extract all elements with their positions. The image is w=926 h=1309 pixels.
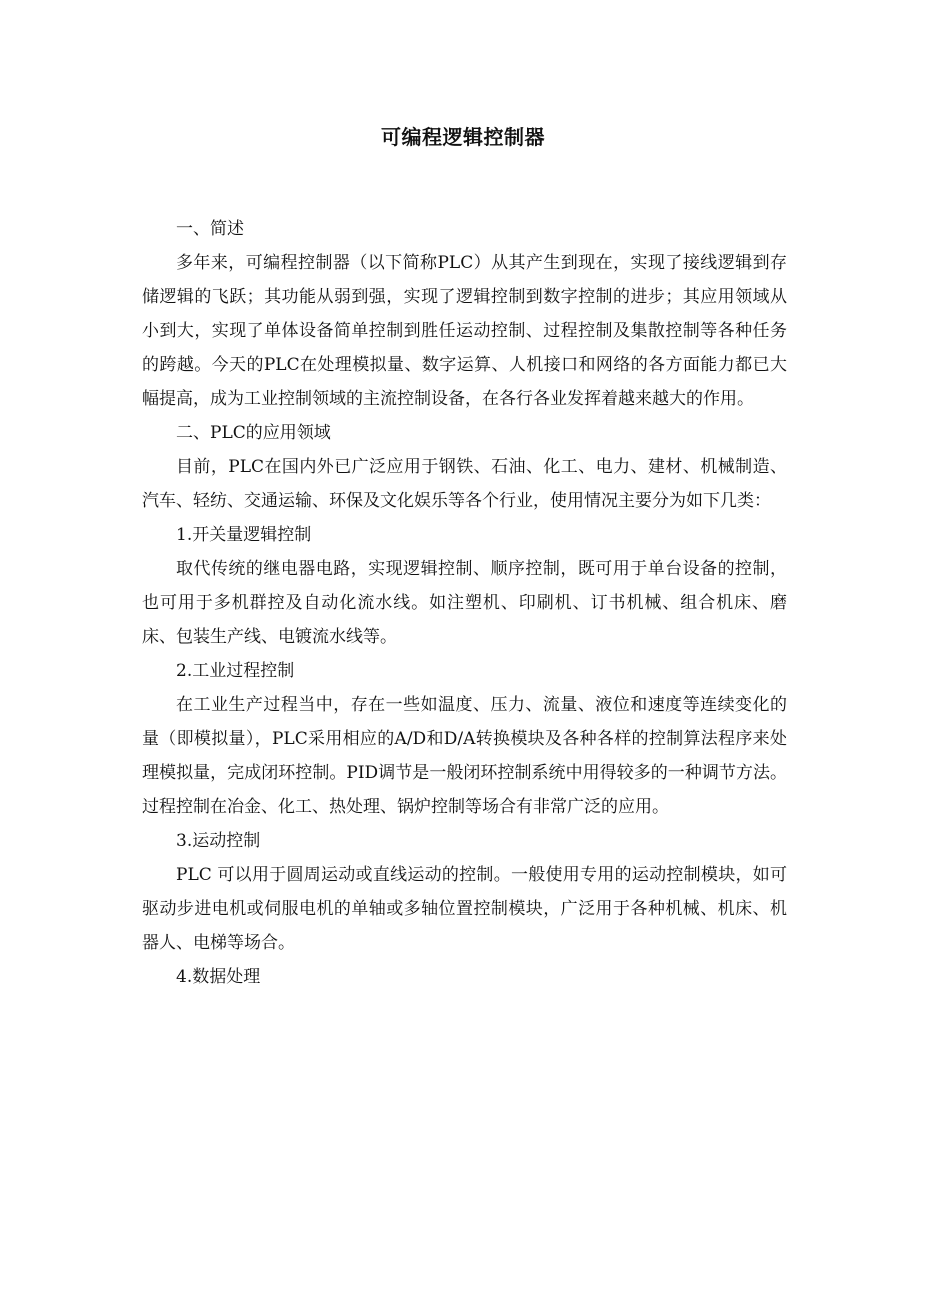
- paragraph-motion-control: PLC 可以用于圆周运动或直线运动的控制。一般使用专用的运动控制模块，如可驱动步进电机或伺服电机的单轴或多轴位置控制模块，广泛用于各种机械、机床、机器人、电梯等场合。: [142, 865, 787, 953]
- subheading-data-processing: 4.数据处理: [176, 967, 261, 987]
- subheading-process-control: 2.工业过程控制: [176, 661, 295, 681]
- document-title: 可编程逻辑控制器: [381, 125, 545, 149]
- subheading-motion-control: 3.运动控制: [176, 831, 261, 851]
- subheading-logic-control: 1.开关量逻辑控制: [176, 525, 312, 545]
- paragraph-logic-control: 取代传统的继电器电路，实现逻辑控制、顺序控制，既可用于单台设备的控制，也可用于多机群控及自动化流水线。如注塑机、印刷机、订书机械、组合机床、磨床、包装生产线、电镀流水线等。: [142, 559, 787, 647]
- section-heading-applications: 二、PLC的应用领域: [176, 423, 331, 443]
- paragraph-applications: 目前，PLC在国内外已广泛应用于钢铁、石油、化工、电力、建材、机械制造、汽车、轻纺、交通运输、环保及文化娱乐等各个行业，使用情况主要分为如下几类：: [142, 457, 787, 511]
- document-body: [142, 212, 787, 994]
- paragraph-overview: 多年来，可编程控制器（以下简称PLC）从其产生到现在，实现了接线逻辑到存储逻辑的飞跃；其功能从弱到强，实现了逻辑控制到数字控制的进步；其应用领域从小到大，实现了单体设备简单控制到胜任运动控制、过程控制及集散控制等各种任务的跨越。今天的PLC在处理模拟量、数字运算、人机接口和网络的各方面能力都已大幅提高，成为工业控制领域的主流控制设备，在各行各业发挥着越来越大的作用。: [142, 253, 787, 409]
- paragraph-process-control: 在工业生产过程当中，存在一些如温度、压力、流量、液位和速度等连续变化的量（即模拟量），PLC采用相应的A/D和D/A转换模块及各种各样的控制算法程序来处理模拟量，完成闭环控制。PID调节是一般闭环控制系统中用得较多的一种调节方法。过程控制在冶金、化工、热处理、锅炉控制等场合有非常广泛的应用。: [142, 695, 787, 817]
- section-heading-overview: 一、简述: [176, 219, 244, 239]
